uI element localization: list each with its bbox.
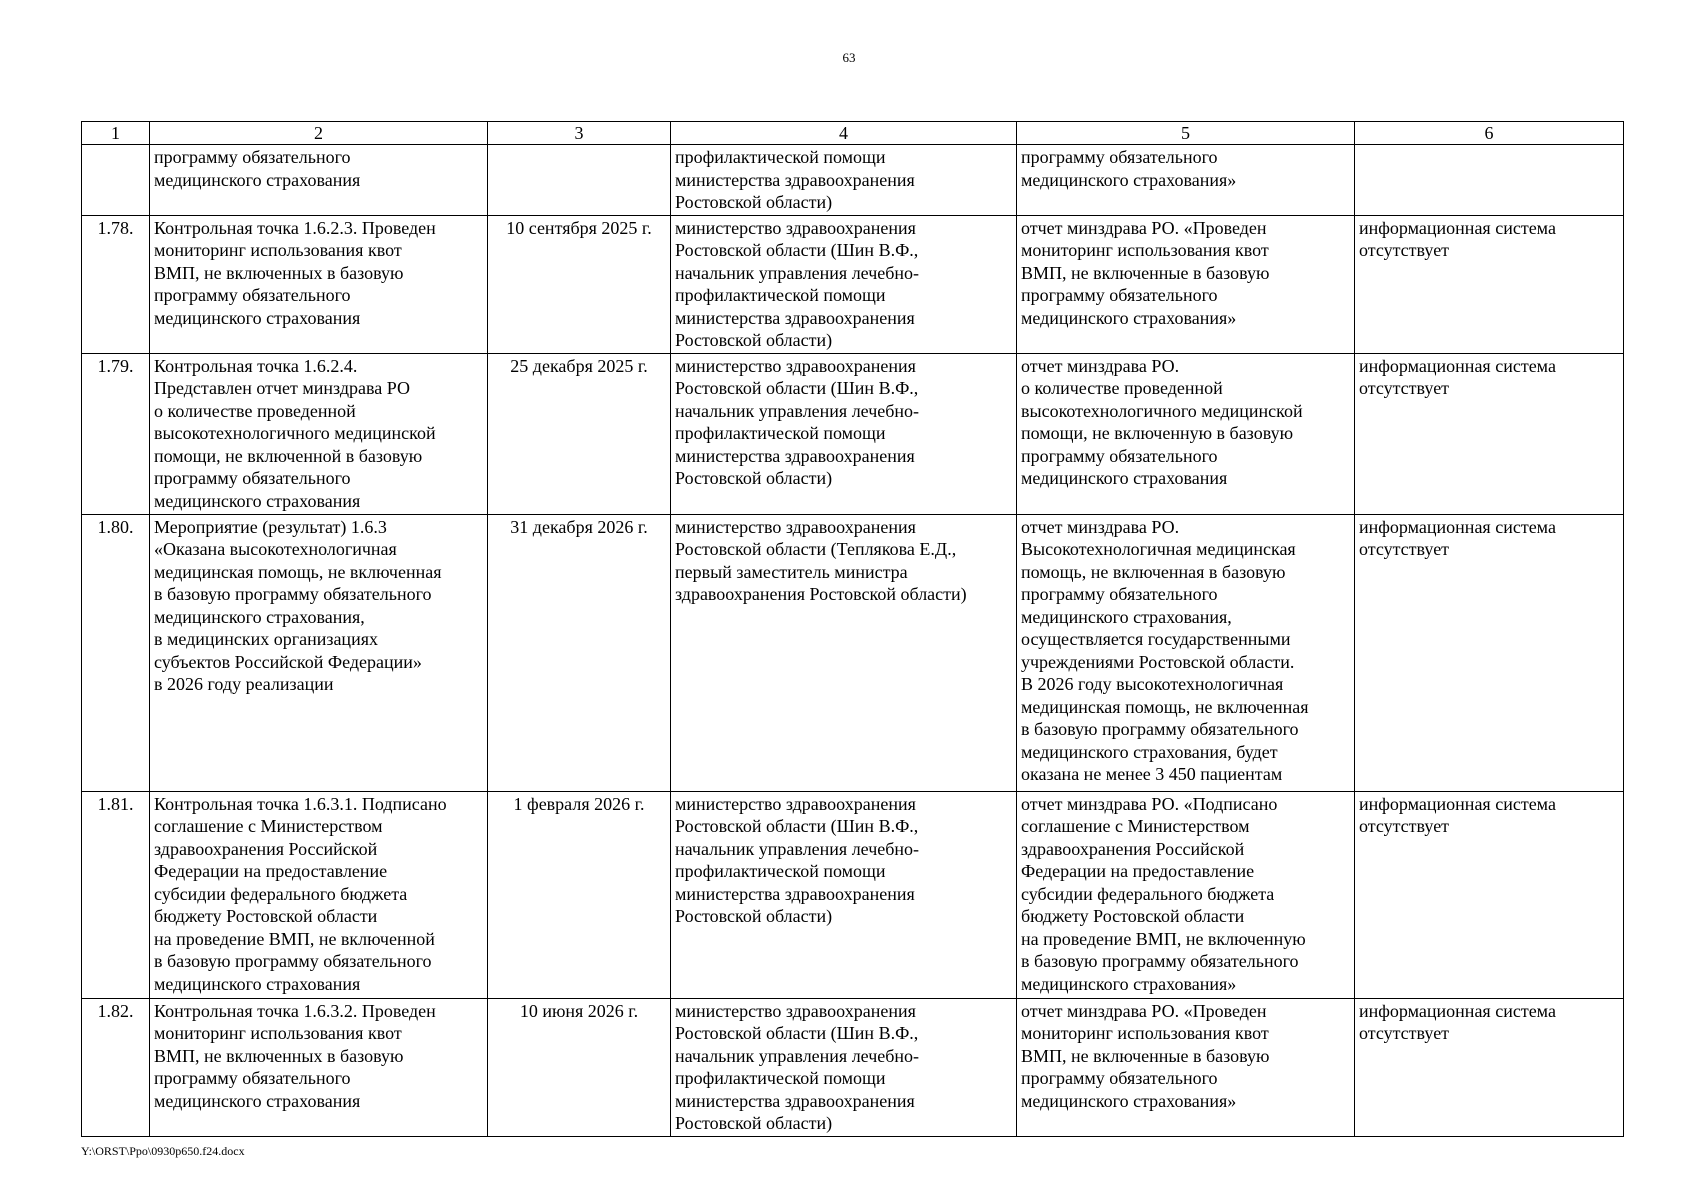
item-responsible: министерство здравоохранения Ростовской области (Шин В.Ф., начальник управления лечебно- профилактической помощи министерства здравоохранения Ростовской области) bbox=[671, 353, 1017, 514]
row-number: 1.81. bbox=[82, 791, 150, 998]
file-path-footer: Y:\ORST\Ppo\0930p650.f24.docx bbox=[81, 1144, 245, 1158]
column-header: 4 bbox=[671, 122, 1017, 145]
item-date: 10 июня 2026 г. bbox=[488, 998, 671, 1136]
table-row bbox=[82, 353, 1624, 514]
row-number bbox=[82, 145, 150, 216]
item-name: программу обязательного медицинского страхования bbox=[150, 145, 488, 216]
table-header-row bbox=[82, 122, 1624, 145]
column-header: 2 bbox=[150, 122, 488, 145]
item-document: программу обязательного медицинского страхования» bbox=[1017, 145, 1355, 216]
page-number: 63 bbox=[842, 50, 856, 65]
item-system: информационная система отсутствует bbox=[1355, 215, 1624, 353]
row-number: 1.79. bbox=[82, 353, 150, 514]
table-row bbox=[82, 145, 1624, 216]
row-number: 1.80. bbox=[82, 514, 150, 791]
item-responsible: министерство здравоохранения Ростовской области (Шин В.Ф., начальник управления лечебно- профилактической помощи министерства здравоохранения Ростовской области) bbox=[671, 791, 1017, 998]
plan-table bbox=[81, 121, 1624, 1137]
row-number: 1.78. bbox=[82, 215, 150, 353]
item-responsible: министерство здравоохранения Ростовской области (Шин В.Ф., начальник управления лечебно- профилактической помощи министерства здравоохранения Ростовской области) bbox=[671, 215, 1017, 353]
column-header: 1 bbox=[82, 122, 150, 145]
item-name: Контрольная точка 1.6.2.3. Проведен мониторинг использования квот ВМП, не включенных в базовую программу обязательного медицинского страхования bbox=[150, 215, 488, 353]
item-system: информационная система отсутствует bbox=[1355, 514, 1624, 791]
table-row bbox=[82, 998, 1624, 1136]
item-document: отчет минздрава РО. Высокотехнологичная медицинская помощь, не включенная в базовую программу обязательного медицинского страхования, осуществляется государственными учреждениями Ростовской области. В 2026 году высокотехнологичная медицинская помощь, не включенная в базовую программу обязательного медицинского страхования, будет оказана не менее 3 450 пациентам bbox=[1017, 514, 1355, 791]
item-document: отчет минздрава РО. «Подписано соглашение с Министерством здравоохранения Российской Федерации на предоставление субсидии федерального бюджета бюджету Ростовской области на проведение ВМП, не включенную в базовую программу обязательного медицинского страхования» bbox=[1017, 791, 1355, 998]
item-responsible: министерство здравоохранения Ростовской области (Шин В.Ф., начальник управления лечебно- профилактической помощи министерства здравоохранения Ростовской области) bbox=[671, 998, 1017, 1136]
item-responsible: профилактической помощи министерства здравоохранения Ростовской области) bbox=[671, 145, 1017, 216]
item-date: 10 сентября 2025 г. bbox=[488, 215, 671, 353]
row-number: 1.82. bbox=[82, 998, 150, 1136]
item-name: Контрольная точка 1.6.3.2. Проведен мониторинг использования квот ВМП, не включенных в базовую программу обязательного медицинского страхования bbox=[150, 998, 488, 1136]
table-row bbox=[82, 215, 1624, 353]
item-system bbox=[1355, 145, 1624, 216]
item-name: Мероприятие (результат) 1.6.3 «Оказана высокотехнологичная медицинская помощь, не включенная в базовую программу обязательного медицинского страхования, в медицинских организациях субъектов Российской Федерации» в 2026 году реализации bbox=[150, 514, 488, 791]
item-date: 25 декабря 2025 г. bbox=[488, 353, 671, 514]
item-document: отчет минздрава РО. «Проведен мониторинг использования квот ВМП, не включенные в базовую программу обязательного медицинского страхования» bbox=[1017, 998, 1355, 1136]
column-header: 5 bbox=[1017, 122, 1355, 145]
item-responsible: министерство здравоохранения Ростовской области (Теплякова Е.Д., первый заместитель министра здравоохранения Ростовской области) bbox=[671, 514, 1017, 791]
item-name: Контрольная точка 1.6.3.1. Подписано соглашение с Министерством здравоохранения Российской Федерации на предоставление субсидии федерального бюджета бюджету Ростовской области на проведение ВМП, не включенной в базовую программу обязательного медицинского страхования bbox=[150, 791, 488, 998]
item-system: информационная система отсутствует bbox=[1355, 353, 1624, 514]
item-system: информационная система отсутствует bbox=[1355, 791, 1624, 998]
item-date bbox=[488, 145, 671, 216]
table-row bbox=[82, 791, 1624, 998]
column-header: 3 bbox=[488, 122, 671, 145]
table-row bbox=[82, 514, 1624, 791]
item-document: отчет минздрава РО. «Проведен мониторинг использования квот ВМП, не включенные в базовую программу обязательного медицинского страхования» bbox=[1017, 215, 1355, 353]
item-date: 31 декабря 2026 г. bbox=[488, 514, 671, 791]
column-header: 6 bbox=[1355, 122, 1624, 145]
item-system: информационная система отсутствует bbox=[1355, 998, 1624, 1136]
item-name: Контрольная точка 1.6.2.4. Представлен отчет минздрава РО о количестве проведенной высокотехнологичного медицинской помощи, не включенной в базовую программу обязательного медицинского страхования bbox=[150, 353, 488, 514]
item-document: отчет минздрава РО. о количестве проведенной высокотехнологичного медицинской помощи, не включенную в базовую программу обязательного медицинского страхования bbox=[1017, 353, 1355, 514]
item-date: 1 февраля 2026 г. bbox=[488, 791, 671, 998]
